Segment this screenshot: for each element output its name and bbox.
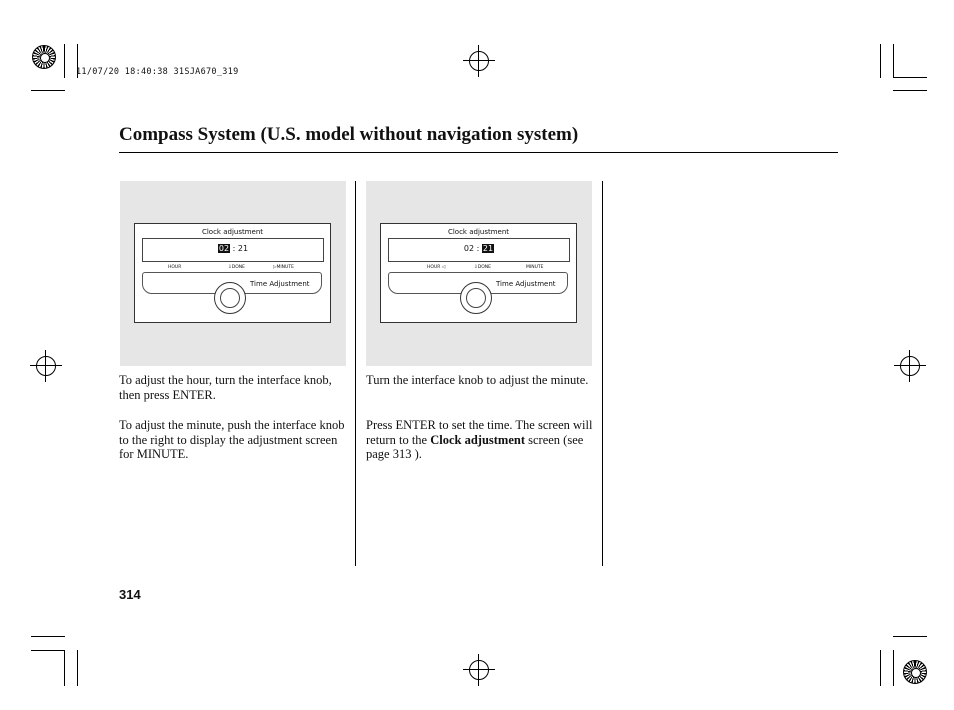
column-divider [355,181,356,566]
title-rule [119,152,838,153]
time-separator: : [474,244,482,253]
crop-mark [893,636,927,637]
registration-mark-icon [894,350,926,382]
screen-header: Clock adjustment [201,228,264,236]
time-separator: : [230,244,238,253]
knob-label: Time Adjustment [250,280,310,288]
minute-value-selected: 21 [482,244,494,253]
time-box [142,238,324,262]
figure-clock-minute [366,181,592,366]
printer-mark-icon [32,45,56,69]
time-box [388,238,570,262]
push-icon: ⇩ [474,265,478,270]
registration-mark-icon [30,350,62,382]
crop-mark [880,650,881,686]
minute-label: MINUTE [526,265,544,270]
crop-mark [893,77,927,78]
hour-label: HOUR ◁ [427,265,446,270]
column-divider [602,181,603,566]
left-arrow-icon: ◁ [440,265,446,270]
time-readout [389,244,569,253]
display-screen [380,223,577,323]
crop-mark [893,90,927,91]
page-title: Compass System (U.S. model without navigation system) [119,124,579,145]
registration-mark-icon [463,45,495,77]
crop-mark [64,44,65,78]
display-screen [134,223,331,323]
crop-mark [893,650,894,686]
done-label: ⇩DONE [228,265,245,270]
crop-mark [31,90,65,91]
hour-value-selected: 02 [218,244,230,253]
knob-label: Time Adjustment [496,280,556,288]
push-icon: ⇩ [228,265,232,270]
crop-mark [64,650,65,686]
paragraph-hour: To adjust the hour, turn the interface knob, then press ENTER. [119,373,332,402]
hour-value: 02 [463,244,475,253]
crop-mark [893,44,894,78]
right-arrow-icon: ▷ [273,265,277,270]
printer-mark-icon [903,660,927,684]
minute-label: ▷MINUTE [273,265,294,270]
registration-mark-icon [463,654,495,686]
figure-clock-hour [120,181,346,366]
paragraph-minute: To adjust the minute, push the interface knob to the right to display the adjustment screen for MINUTE. [119,418,345,462]
print-stamp: 11/07/20 18:40:38 31SJA670_319 [76,67,239,77]
crop-mark [77,650,78,686]
interface-knob-icon [460,282,492,314]
crop-mark [31,650,65,651]
paragraph-adjust-minute: Turn the interface knob to adjust the minute. [366,373,589,387]
page-number: 314 [119,587,141,602]
time-readout [143,244,323,253]
paragraph-set-time: Press ENTER to set the time. The screen will return to the Clock adjustment screen (see page 313 ). [366,418,593,462]
crop-mark [880,44,881,78]
hour-label: HOUR [168,265,182,270]
minute-value: 21 [237,244,249,253]
crop-mark [31,636,65,637]
interface-knob-icon [214,282,246,314]
done-label: ⇩DONE [474,265,491,270]
screen-header: Clock adjustment [447,228,510,236]
clock-adjustment-ref: Clock adjustment [430,432,526,447]
